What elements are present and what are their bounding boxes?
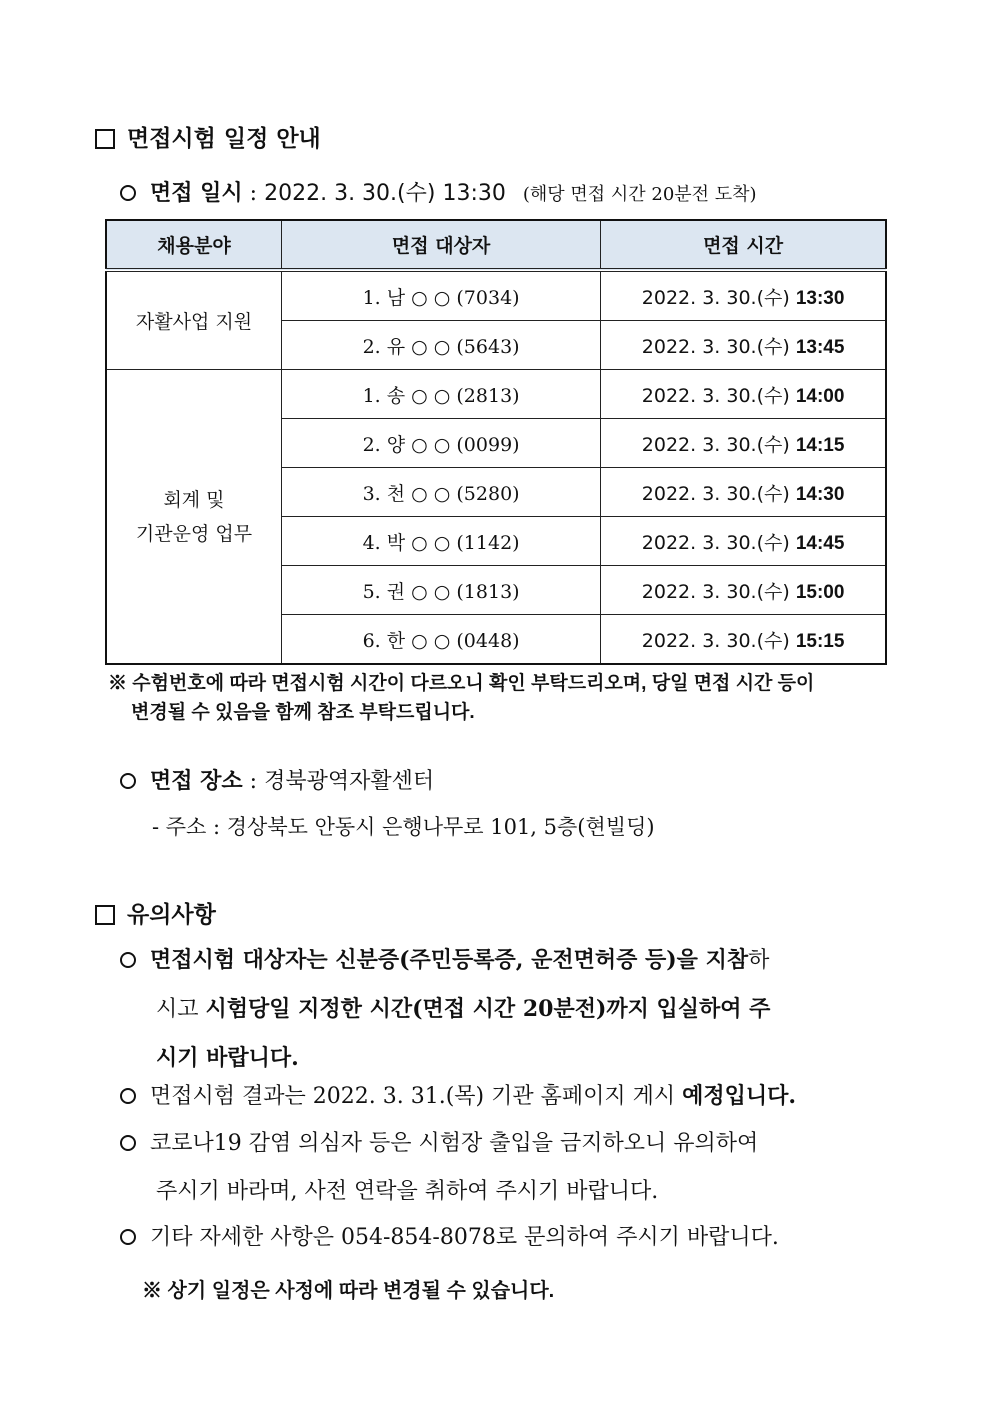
notice-item-2 (120, 1072, 796, 1121)
datetime-note: (해당 면접 시간 20분전 도착) (522, 184, 757, 205)
time-text: 13:30 (795, 287, 845, 309)
time-cell (601, 517, 886, 566)
field-label-line: 기관운영 업무 (135, 522, 253, 545)
notice-text-bold: 시험당일 지정한 시간(면접 시간 20분전)까지 입실하여 주 (205, 996, 771, 1022)
section-title-text: 유의사항 (127, 901, 216, 928)
time-cell (601, 566, 886, 615)
time-text: 15:00 (795, 581, 845, 603)
time-cell (601, 615, 886, 665)
bullet-circle-icon (120, 1229, 136, 1245)
time-text: 14:30 (795, 483, 845, 505)
bullet-circle-icon (120, 1088, 136, 1104)
date-text: 2022. 3. 30.(수) (641, 433, 790, 456)
notice-text: 시고 (156, 997, 206, 1022)
bullet-circle-icon (120, 773, 136, 789)
time-cell (601, 419, 886, 468)
table-note-line1: ※ 수험번호에 따라 면접시험 시간이 다르오니 확인 부탁드리오며, 당일 면접 시간 등이 (108, 673, 815, 694)
field-cell (106, 270, 282, 370)
bullet-circle-icon (120, 952, 136, 968)
bullet-circle-icon (120, 1135, 136, 1151)
notice-text: 하 (748, 948, 770, 973)
candidate-cell: 1. 남 ○ ○ (7034) (282, 270, 601, 321)
candidate-cell: 1. 송 ○ ○ (2813) (282, 370, 601, 419)
field-label-line: 회계 및 (163, 488, 225, 511)
time-text: 13:45 (795, 336, 845, 358)
time-cell (601, 270, 886, 321)
date-text: 2022. 3. 30.(수) (641, 629, 790, 652)
candidate-cell: 3. 천 ○ ○ (5280) (282, 468, 601, 517)
venue-address: - 주소 : 경상북도 안동시 은행나무로 101, 5층(현빌딩) (152, 815, 655, 839)
header-time: 면접 시간 (601, 220, 886, 270)
header-field: 채용분야 (106, 220, 282, 270)
datetime-value: 2022. 3. 30.(수) 13:30 (264, 181, 506, 206)
time-text: 14:00 (795, 385, 845, 407)
schedule-table (105, 219, 887, 665)
table-header-row (106, 220, 886, 270)
time-text: 14:45 (795, 532, 845, 554)
section-title-notes (95, 896, 216, 929)
table-row (106, 370, 886, 419)
time-cell (601, 370, 886, 419)
table-row (106, 270, 886, 321)
date-text: 2022. 3. 30.(수) (641, 580, 790, 603)
datetime-label: 면접 일시 (150, 180, 243, 206)
venue-separator: : (249, 769, 258, 794)
time-text: 15:15 (795, 630, 845, 652)
time-text: 14:15 (795, 434, 845, 456)
venue-label: 면접 장소 (150, 768, 243, 794)
date-text: 2022. 3. 30.(수) (641, 286, 790, 309)
field-label: 자활사업 지원 (135, 311, 253, 333)
table-note-line2: 변경될 수 있음을 함께 참조 부탁드립니다. (131, 702, 475, 723)
checkbox-square-icon (95, 905, 115, 925)
date-text: 2022. 3. 30.(수) (641, 335, 790, 358)
venue-line (120, 764, 434, 795)
date-text: 2022. 3. 30.(수) (641, 531, 790, 554)
candidate-cell: 6. 한 ○ ○ (0448) (282, 615, 601, 665)
notice-text: 기타 자세한 사항은 054-854-8078로 문의하여 주시기 바랍니다. (150, 1225, 779, 1250)
notice-item-1 (120, 936, 770, 1083)
interview-datetime-line (120, 176, 757, 207)
notice-text-bold: 예정입니다. (682, 1083, 797, 1109)
candidate-cell: 2. 양 ○ ○ (0099) (282, 419, 601, 468)
candidate-cell: 5. 권 ○ ○ (1813) (282, 566, 601, 615)
notice-item-4 (120, 1214, 779, 1262)
field-cell (106, 370, 282, 665)
notice-text-bold: 면접시험 대상자는 신분증(주민등록증, 운전면허증 등)을 지참 (150, 947, 749, 973)
date-text: 2022. 3. 30.(수) (641, 482, 790, 505)
notice-text-bold: 시기 바랍니다. (156, 1045, 299, 1071)
checkbox-square-icon (95, 129, 115, 149)
candidate-cell: 2. 유 ○ ○ (5643) (282, 321, 601, 370)
bullet-circle-icon (120, 185, 136, 201)
time-cell (601, 468, 886, 517)
venue-value: 경북광역자활센터 (264, 769, 435, 794)
section-title-schedule (95, 120, 321, 153)
time-cell (601, 321, 886, 370)
candidate-cell: 4. 박 ○ ○ (1142) (282, 517, 601, 566)
section-title-text: 면접시험 일정 안내 (127, 125, 321, 152)
final-note: ※ 상기 일정은 사정에 따라 변경될 수 있습니다. (142, 1280, 555, 1302)
date-text: 2022. 3. 30.(수) (641, 384, 790, 407)
notice-text: 면접시험 결과는 2022. 3. 31.(목) 기관 홈페이지 게시 (150, 1084, 683, 1109)
notice-item-3 (120, 1120, 758, 1216)
datetime-separator: : (249, 181, 258, 206)
notice-text: 주시기 바라며, 사전 연락을 취하여 주시기 바랍니다. (156, 1179, 659, 1204)
header-candidate: 면접 대상자 (282, 220, 601, 270)
notice-text: 코로나19 감염 의심자 등은 시험장 출입을 금지하오니 유의하여 (150, 1131, 759, 1156)
